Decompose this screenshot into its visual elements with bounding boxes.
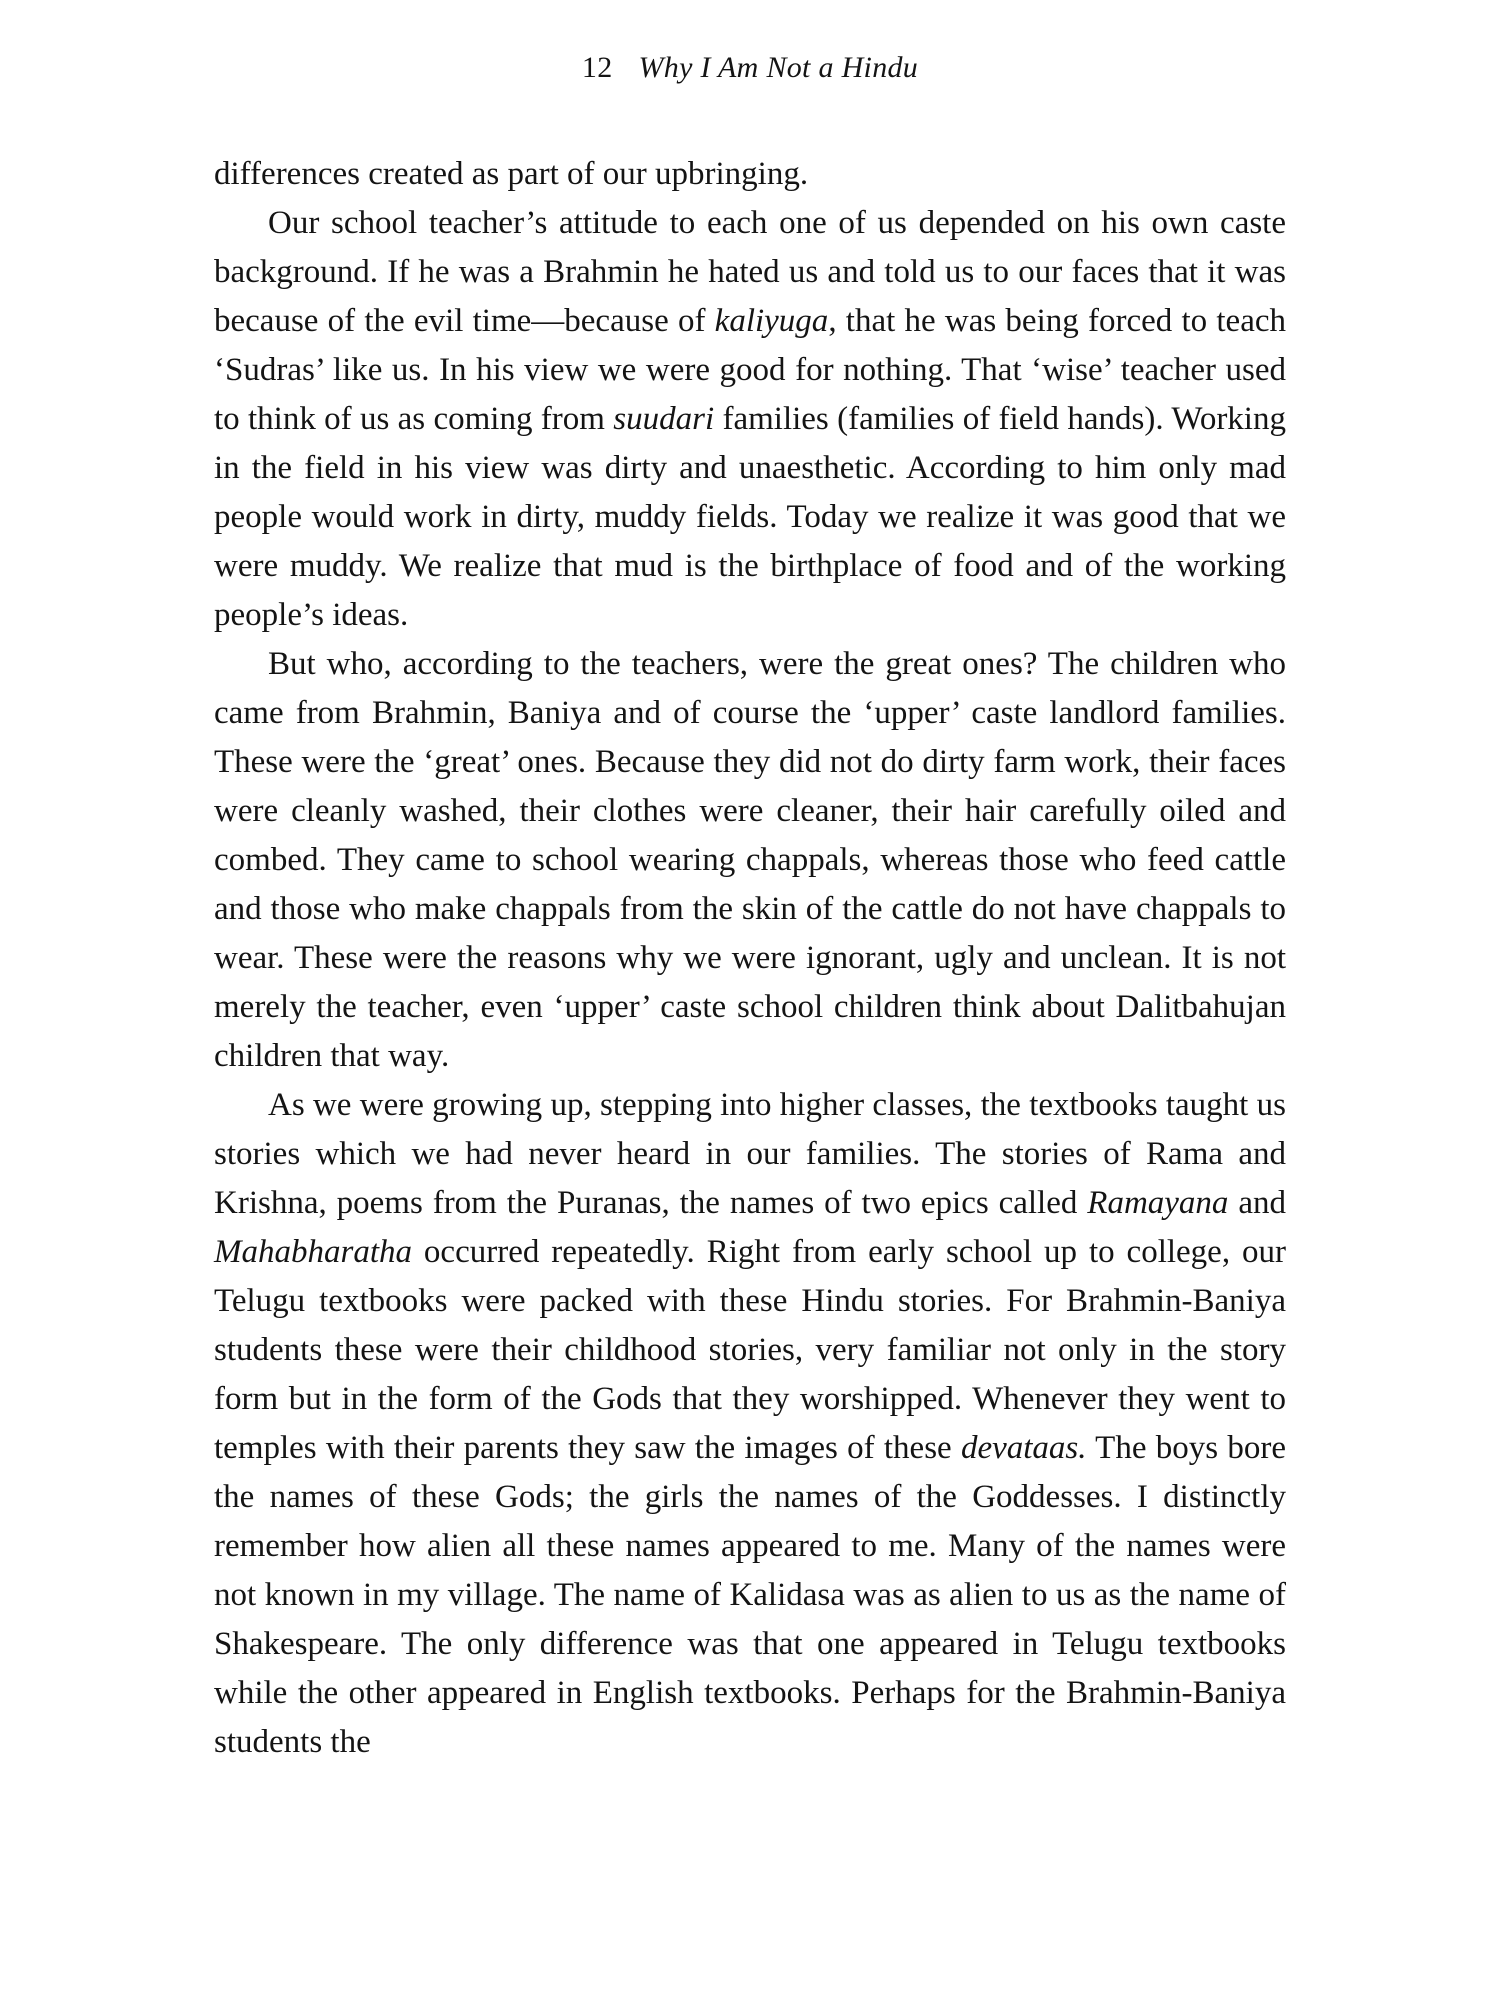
paragraph-3	[214, 640, 1286, 1081]
paragraph-2	[214, 199, 1286, 640]
running-head	[214, 48, 1286, 88]
page-number: 12	[581, 51, 613, 84]
text-segment: families (families of field hands). Working in the field in his view was dirty and unaesthetic. According to him only mad people would work in dirty, muddy fields. Today we realize it was good that we were muddy. We realize that mud is the birthplace of food and of the working people’s ideas.	[214, 401, 1286, 633]
text-segment: and	[1228, 1185, 1286, 1221]
italic-term-suudari: suudari	[613, 401, 715, 437]
text-segment: As we were growing up, stepping into higher classes, the textbooks taught us stories which we had never heard in our families. The stories of Rama and Krishna, poems from the Puranas, the names of two epics called	[214, 1087, 1286, 1221]
text-segment: , that he was being forced to teach ‘Sudras’ like us. In his view we were good for nothing. That ‘wise’ teacher used to think of us as coming from	[214, 303, 1286, 437]
italic-term-ramayana: Ramayana	[1087, 1185, 1229, 1221]
text-segment: The boys bore the names of these Gods; the girls the names of the Goddesses. I distinctly remember how alien all these names appeared to me. Many of the names were not known in my village. The name of Kalidasa was as alien to us as the name of Shakespeare. The only difference was that one appeared in Telugu textbooks while the other appeared in English textbooks. Perhaps for the Brahmin-Baniya students the	[214, 1430, 1286, 1760]
italic-term-mahabharatha: Mahabharatha	[214, 1234, 412, 1270]
book-title: Why I Am Not a Hindu	[638, 51, 919, 84]
italic-term-kaliyuga: kaliyuga	[714, 303, 829, 339]
text-segment: occurred repeatedly. Right from early school up to college, our Telugu textbooks were packed with these Hindu stories. For Brahmin-Baniya students these were their childhood stories, very familiar not only in the story form but in the form of the Gods that they worshipped. Whenever they went to temples with their parents they saw the images of these	[214, 1234, 1286, 1466]
text-segment: Our school teacher’s attitude to each one of us depended on his own caste background. If he was a Brahmin he hated us and told us to our faces that it was because of the evil time—because of	[214, 205, 1286, 339]
text-segment: differences created as part of our upbringing.	[214, 156, 809, 192]
text-segment: But who, according to the teachers, were the great ones? The children who came from Brahmin, Baniya and of course the ‘upper’ caste landlord families. These were the ‘great’ ones. Because they did not do dirty farm work, their faces were cleanly washed, their clothes were cleaner, their hair carefully oiled and combed. They came to school wearing chappals, whereas those who feed cattle and those who make chappals from the skin of the cattle do not have chappals to wear. These were the reasons why we were ignorant, ugly and unclean. It is not merely the teacher, even ‘upper’ caste school children think about Dalitbahujan children that way.	[214, 646, 1286, 1074]
book-page	[214, 0, 1286, 2000]
italic-term-devataas: devataas.	[960, 1430, 1087, 1466]
paragraph-1	[214, 150, 1286, 199]
body-text	[214, 150, 1286, 1767]
paragraph-4	[214, 1081, 1286, 1767]
